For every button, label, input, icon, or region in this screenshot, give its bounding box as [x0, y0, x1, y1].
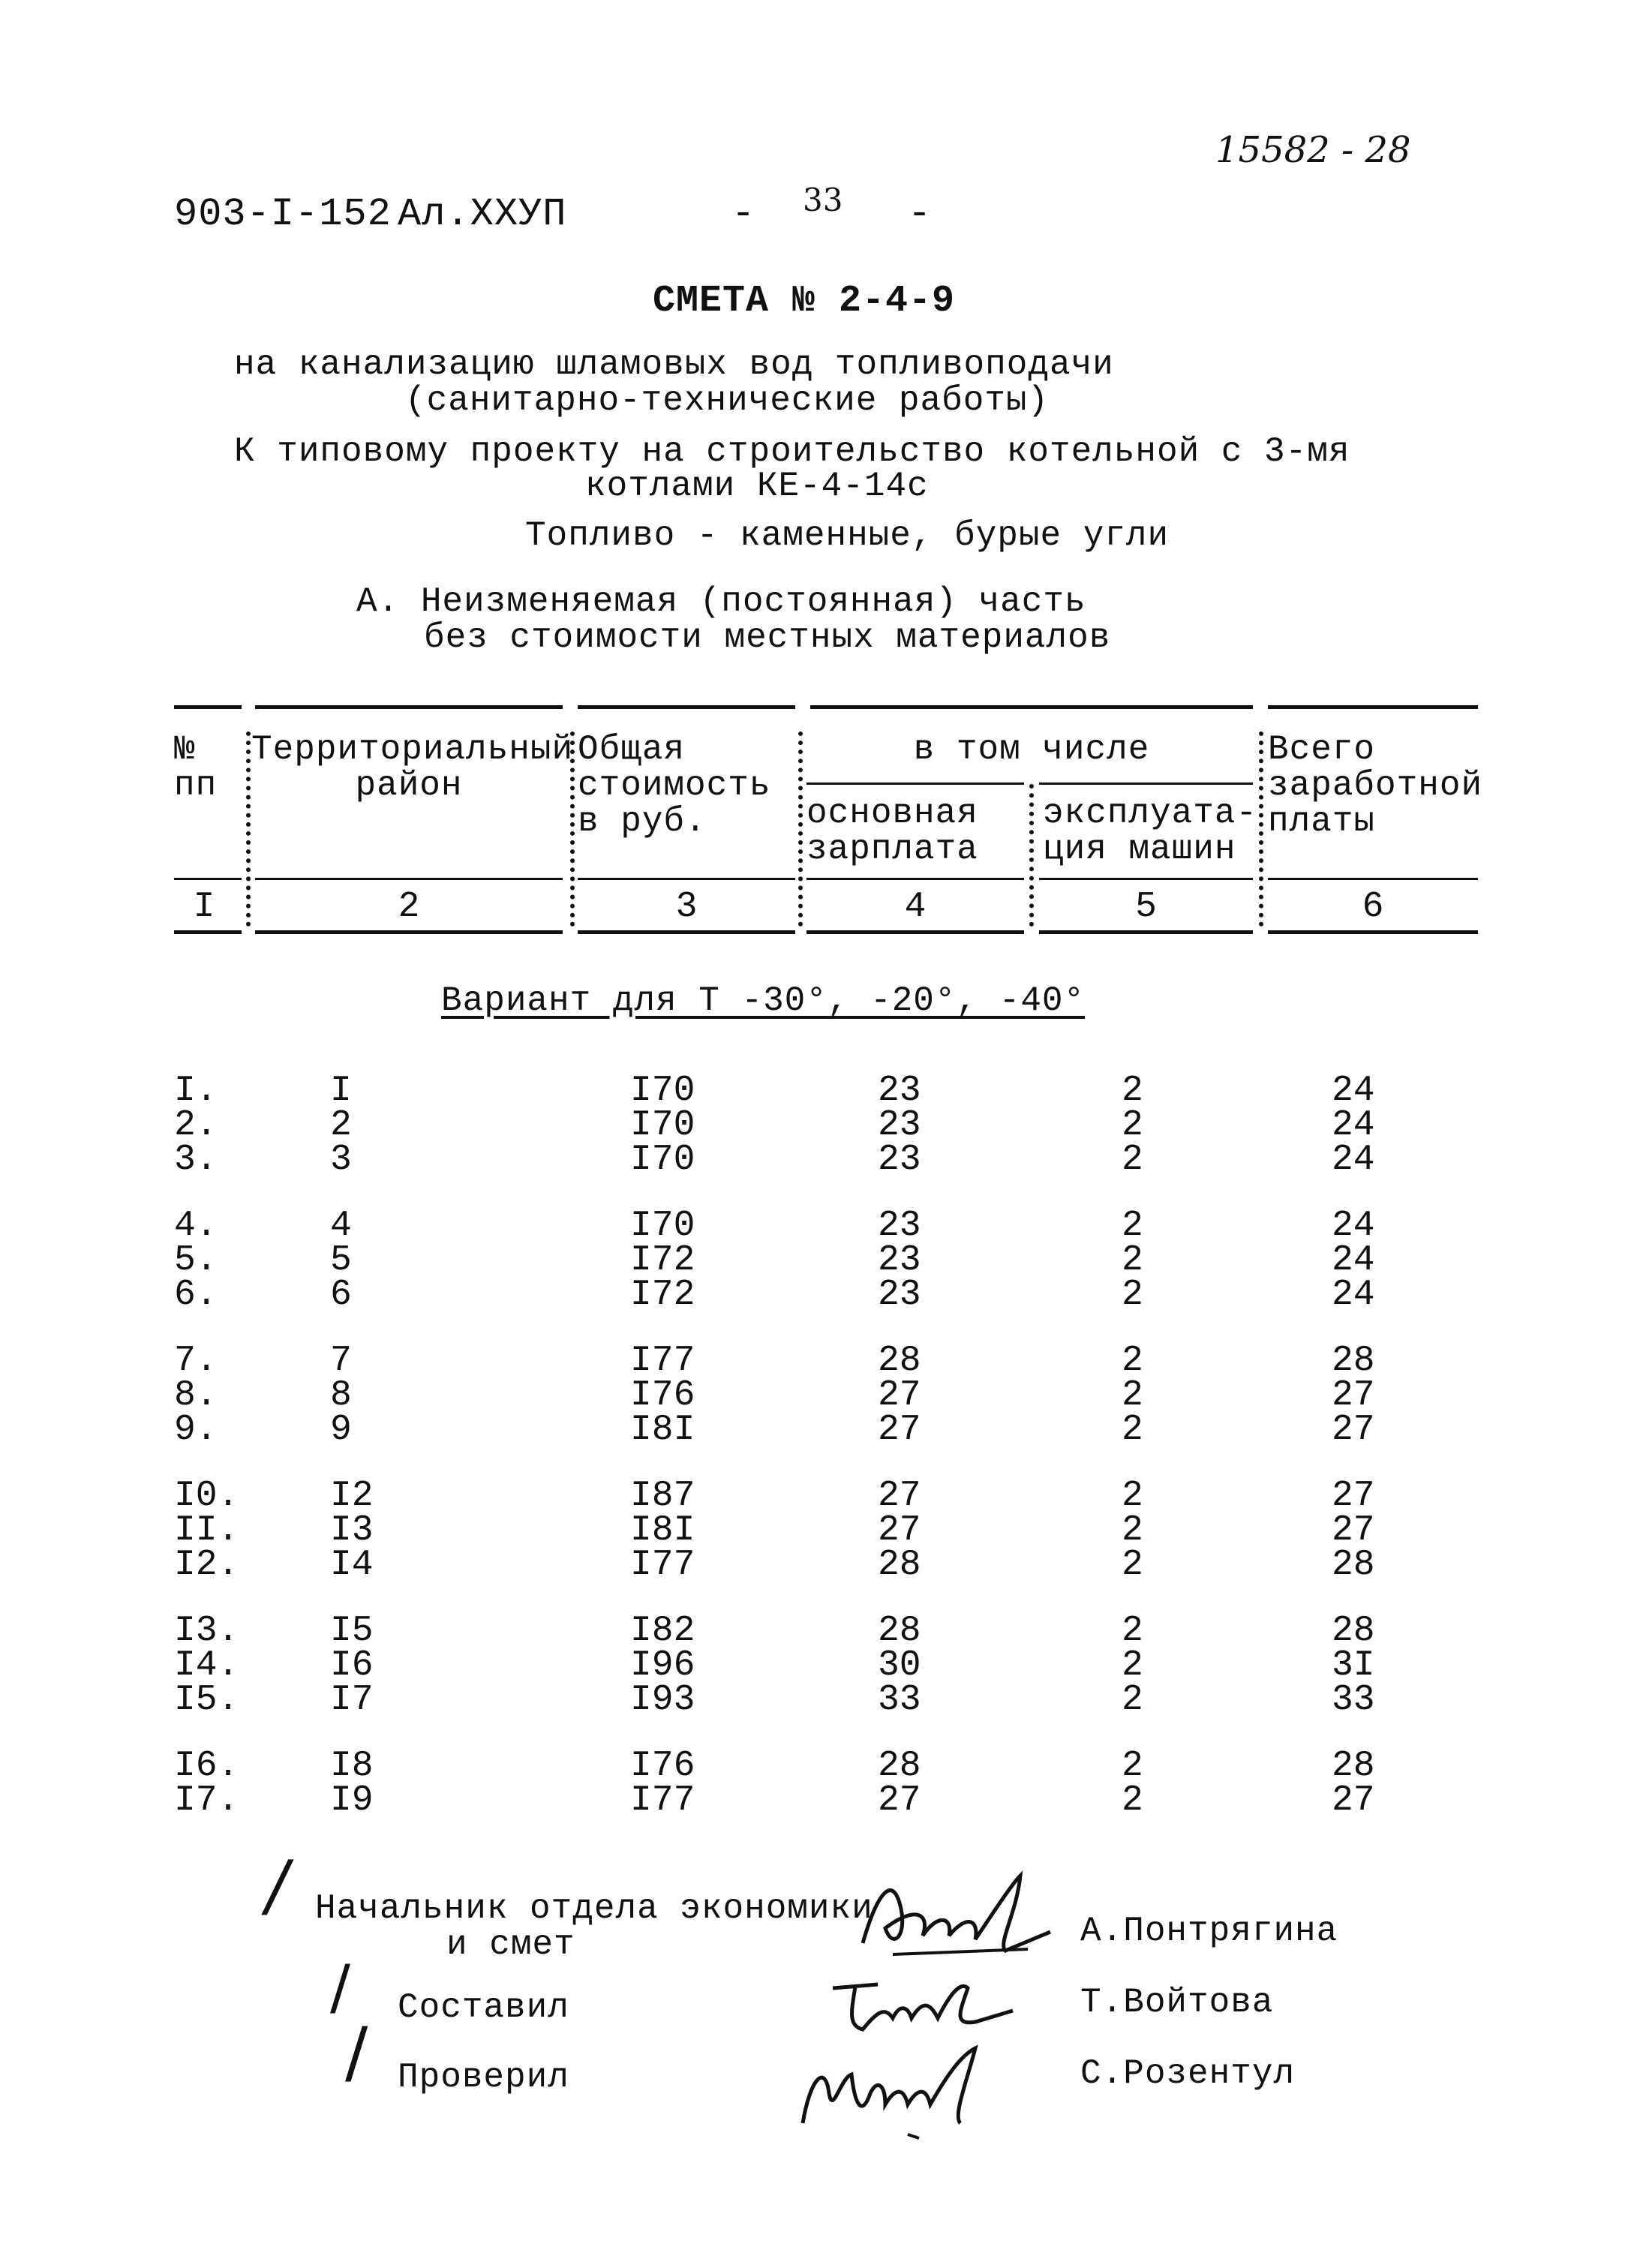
table-cell: 24 [1332, 1071, 1375, 1111]
table-cell: 24 [1332, 1275, 1375, 1315]
table-cell: I87 [630, 1476, 695, 1516]
table-cell: 27 [1332, 1375, 1375, 1416]
column-number: 5 [1135, 887, 1157, 927]
row-number: I7. [174, 1780, 239, 1821]
table-cell: I72 [630, 1275, 695, 1315]
table-cell: I76 [630, 1746, 695, 1786]
estimate-title: СМЕТА № 2-4-9 [653, 280, 956, 323]
column-header-total-cost: Общая стоимость в руб. [578, 730, 771, 841]
column-header-base-salary: основная зарплата [806, 794, 978, 869]
table-cell: 24 [1332, 1206, 1375, 1246]
row-number: I. [174, 1071, 218, 1111]
handwritten-signature-3 [788, 2033, 1013, 2146]
table-cell: 2 [1122, 1341, 1143, 1381]
table-cell: 2 [330, 1105, 352, 1146]
handwritten-signature-1 [848, 1861, 1065, 1966]
column-header-machine-operation: эксплуата- ция машин [1043, 794, 1258, 869]
row-number: 8. [174, 1375, 218, 1416]
row-number: I0. [174, 1476, 239, 1516]
table-cell: 2 [1122, 1275, 1143, 1315]
table-cell: 27 [1332, 1510, 1375, 1551]
table-cell: 27 [878, 1476, 921, 1516]
row-number: I2. [174, 1545, 239, 1585]
table-cell: I93 [630, 1680, 695, 1720]
signer3-name: С.Розентул [1080, 2054, 1296, 2093]
part-title-line1: А. Неизменяемая (постоянная) часть [356, 582, 1086, 621]
table-cell: I5 [330, 1611, 374, 1651]
table-cell: 23 [878, 1206, 921, 1246]
signature-slash: / [259, 1846, 297, 1925]
table-cell: 2 [1122, 1545, 1143, 1585]
row-number: 3. [174, 1140, 218, 1180]
page-dash-left: - [731, 192, 756, 236]
table-cell: 4 [330, 1206, 352, 1246]
table-cell: 23 [878, 1240, 921, 1281]
table-cell: 27 [1332, 1780, 1375, 1821]
row-number: 9. [174, 1410, 218, 1450]
table-cell: 28 [878, 1545, 921, 1585]
table-cell: 9 [330, 1410, 352, 1450]
table-cell: 2 [1122, 1780, 1143, 1821]
table-cell: 2 [1122, 1611, 1143, 1651]
table-cell: 27 [878, 1780, 921, 1821]
column-number: 6 [1362, 887, 1384, 927]
column-header-number: № пп [174, 730, 218, 805]
column-header-region: Территориальный район [251, 730, 574, 805]
table-cell: I8I [630, 1510, 695, 1551]
table-cell: I77 [630, 1780, 695, 1821]
archive-number: 15582 - 28 [1215, 129, 1411, 171]
table-cell: I2 [330, 1476, 374, 1516]
column-number: 3 [675, 887, 698, 927]
table-cell: 28 [1332, 1341, 1375, 1381]
row-number: I3. [174, 1611, 239, 1651]
column-number: 2 [398, 887, 420, 927]
signer2-name: Т.Войтова [1080, 1983, 1274, 2022]
table-cell: 3I [1332, 1645, 1375, 1686]
signer1-role-line1: Начальник отдела экономики [315, 1889, 873, 1928]
document-code: 903-I-152 [174, 192, 392, 236]
column-header-group: в том числе [913, 730, 1150, 769]
table-cell: I70 [630, 1206, 695, 1246]
table-cell: 23 [878, 1071, 921, 1111]
table-cell: I8I [630, 1410, 695, 1450]
row-number: I6. [174, 1746, 239, 1786]
table-cell: 2 [1122, 1105, 1143, 1146]
table-cell: 27 [878, 1510, 921, 1551]
table-cell: 2 [1122, 1680, 1143, 1720]
table-cell: 3 [330, 1140, 352, 1180]
table-cell: 23 [878, 1275, 921, 1315]
row-number: I5. [174, 1680, 239, 1720]
page-dash-right: - [908, 192, 933, 236]
table-cell: 27 [1332, 1410, 1375, 1450]
table-cell: 24 [1332, 1240, 1375, 1281]
table-cell: 6 [330, 1275, 352, 1315]
table-cell: I77 [630, 1341, 695, 1381]
table-cell: 2 [1122, 1071, 1143, 1111]
table-cell: 24 [1332, 1140, 1375, 1180]
table-cell: 28 [1332, 1545, 1375, 1585]
table-cell: I70 [630, 1140, 695, 1180]
table-cell: 2 [1122, 1410, 1143, 1450]
signer2-role: Составил [398, 1988, 569, 2027]
table-cell: 30 [878, 1645, 921, 1686]
part-title-line2: без стоимости местных материалов [424, 618, 1111, 657]
table-cell: I9 [330, 1780, 374, 1821]
column-number: I [193, 887, 215, 927]
album-number: Ал.XXУП [398, 192, 567, 236]
table-cell: 27 [878, 1375, 921, 1416]
table-cell: 2 [1122, 1476, 1143, 1516]
table-cell: I [330, 1071, 352, 1111]
table-cell: 28 [878, 1611, 921, 1651]
table-cell: I70 [630, 1071, 695, 1111]
table-cell: 23 [878, 1140, 921, 1180]
table-cell: 28 [1332, 1746, 1375, 1786]
signer1-role-line2: и смет [446, 1925, 575, 1964]
row-number: 7. [174, 1341, 218, 1381]
table-cell: 27 [878, 1410, 921, 1450]
table-cell: 5 [330, 1240, 352, 1281]
signer3-role: Проверил [398, 2058, 569, 2097]
table-cell: 2 [1122, 1375, 1143, 1416]
table-cell: 28 [878, 1746, 921, 1786]
fuel-type: Топливо - каменные, бурые угли [525, 516, 1170, 555]
variant-heading: Вариант для Т -30°, -20°, -40° [441, 981, 1086, 1020]
table-cell: 33 [1332, 1680, 1375, 1720]
table-cell: 24 [1332, 1105, 1375, 1146]
table-cell: I72 [630, 1240, 695, 1281]
row-number: I4. [174, 1645, 239, 1686]
row-number: 6. [174, 1275, 218, 1315]
table-cell: I77 [630, 1545, 695, 1585]
table-cell: 7 [330, 1341, 352, 1381]
table-cell: 8 [330, 1375, 352, 1416]
row-number: 5. [174, 1240, 218, 1281]
project-line1: К типовому проекту на строительство котельной с 3-мя [234, 432, 1350, 471]
column-header-total-wages: Всего заработной платы [1268, 730, 1483, 841]
table-cell: 2 [1122, 1240, 1143, 1281]
row-number: 4. [174, 1206, 218, 1246]
table-cell: 33 [878, 1680, 921, 1720]
table-cell: 2 [1122, 1510, 1143, 1551]
table-cell: I70 [630, 1105, 695, 1146]
table-cell: 2 [1122, 1140, 1143, 1180]
signature-slash: / [345, 2013, 369, 2092]
table-cell: I8 [330, 1746, 374, 1786]
page-number: 33 [803, 182, 843, 218]
table-cell: 2 [1122, 1206, 1143, 1246]
row-number: 2. [174, 1105, 218, 1146]
table-cell: I7 [330, 1680, 374, 1720]
table-cell: I76 [630, 1375, 695, 1416]
project-line2: котлами КЕ-4-14с [585, 467, 929, 506]
table-cell: I3 [330, 1510, 374, 1551]
table-cell: 23 [878, 1105, 921, 1146]
table-cell: 27 [1332, 1476, 1375, 1516]
table-cell: 28 [1332, 1611, 1375, 1651]
signature-slash: / [330, 1952, 351, 2022]
estimate-subject-line1: на канализацию шламовых вод топливоподачи [234, 345, 1114, 384]
table-cell: 2 [1122, 1746, 1143, 1786]
table-cell: I96 [630, 1645, 695, 1686]
row-number: II. [174, 1510, 239, 1551]
estimate-subject-line2: (санитарно-технические работы) [405, 381, 1050, 420]
table-cell: 28 [878, 1341, 921, 1381]
table-cell: I82 [630, 1611, 695, 1651]
column-number: 4 [904, 887, 927, 927]
table-cell: I6 [330, 1645, 374, 1686]
table-cell: I4 [330, 1545, 374, 1585]
signer1-name: А.Понтрягина [1080, 1912, 1338, 1951]
table-cell: 2 [1122, 1645, 1143, 1686]
